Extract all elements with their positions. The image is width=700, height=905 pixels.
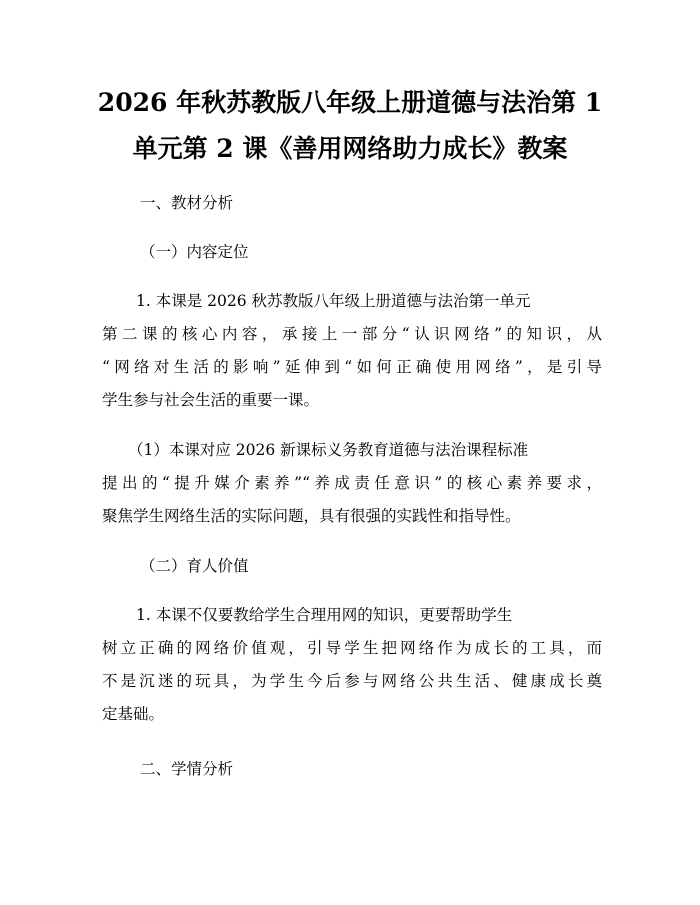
paragraph-3-line-1: 1. 本课不仅要教给学生合理用网的知识，更要帮助学生 — [136, 606, 513, 624]
paragraph-3-line-3: 不是沉迷的玩具，为学生今后参与网络公共生活、健康成长奠 — [102, 672, 602, 690]
paragraph-3-line-4: 定基础。 — [102, 705, 165, 723]
subsection-heading-educational-value: （二）育人价值 — [140, 557, 249, 575]
document-title-line-2: 单元第 2 课《善用网络助力成长》教案 — [132, 134, 568, 163]
paragraph-1-line-3: “网络对生活的影响”延伸到“如何正确使用网络”，是引导 — [102, 358, 602, 376]
paragraph-3-line-2: 树立正确的网络价值观，引导学生把网络作为成长的工具，而 — [102, 639, 602, 657]
paragraph-1-line-4: 学生参与社会生活的重要一课。 — [102, 391, 320, 409]
section-heading-teaching-material-analysis: 一、教材分析 — [140, 194, 234, 212]
paragraph-1-line-1: 1. 本课是 2026 秋苏教版八年级上册道德与法治第一单元 — [136, 292, 531, 310]
paragraph-2-line-2: 提出的“提升媒介素养”“养成责任意识”的核心素养要求， — [102, 474, 602, 492]
section-heading-learning-situation-analysis: 二、学情分析 — [140, 760, 234, 778]
document-title-line-1: 2026 年秋苏教版八年级上册道德与法治第 1 — [97, 88, 603, 117]
paragraph-2-line-3: 聚焦学生网络生活的实际问题，具有很强的实践性和指导性。 — [102, 507, 521, 525]
subsection-heading-content-positioning: （一）内容定位 — [140, 243, 249, 261]
paragraph-1-line-2: 第二课的核心内容，承接上一部分“认识网络”的知识，从 — [102, 325, 602, 343]
paragraph-2-line-1: （1）本课对应 2026 新课标义务教育道德与法治课程标准 — [128, 441, 529, 459]
